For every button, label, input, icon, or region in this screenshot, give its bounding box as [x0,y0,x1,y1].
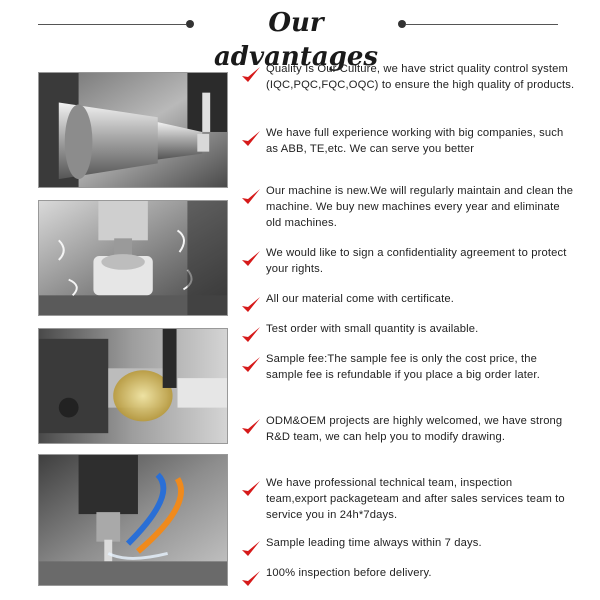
milling-image [39,201,227,315]
check-icon [240,248,262,270]
photo-lathe-with-coolant [38,328,228,444]
check-icon [240,294,262,316]
check-icon [240,128,262,150]
advantage-text: Sample leading time always within 7 days. [266,537,482,549]
check-icon [240,416,262,438]
advantage-text: Sample fee:The sample fee is only the cost price, the sample fee is refundable if you place a big order later. [266,353,540,381]
advantages-list [236,0,576,600]
check-icon [240,568,262,590]
drilling-image [39,455,227,585]
advantage-text: ODM&OEM projects are highly welcomed, we have strong R&D team, we can help you to modify drawing. [266,415,563,443]
header-dot-left [186,20,194,28]
advantage-text: We have full experience working with big companies, such as ABB, TE,etc. We can serve you better [266,127,564,155]
check-icon [240,186,262,208]
advantage-text: We have professional technical team, inspection team,export packageteam and after sales services team to service you in 24h*7days. [266,477,565,521]
advantage-text: All our material come with certificate. [266,293,455,305]
lathe-coolant-image [39,329,227,443]
advantage-text: We would like to sign a confidentiality agreement to protect your rights. [266,247,567,275]
check-icon [240,478,262,500]
advantage-text: Quality Is Our Culture, we have strict quality control system (IQC,PQC,FQC,OQC) to ensure the high quality of products. [266,63,575,91]
check-icon [240,64,262,86]
header-line-left [38,24,186,25]
page-title: Our advantages [213,8,379,72]
check-icon [240,354,262,376]
photo-cnc-spindle-tool-holder [38,72,228,188]
cnc-spindle-image [39,73,227,187]
advantage-text: Test order with small quantity is available. [266,323,479,335]
check-icon [240,324,262,346]
photo-milling-machine-chips [38,200,228,316]
photo-drilling-with-coolant-hoses [38,454,228,586]
check-icon [240,538,262,560]
advantage-text: 100% inspection before delivery. [266,567,432,579]
advantage-text: Our machine is new.We will regularly maintain and clean the machine. We buy new machines every year and eliminate old machines. [266,185,574,229]
